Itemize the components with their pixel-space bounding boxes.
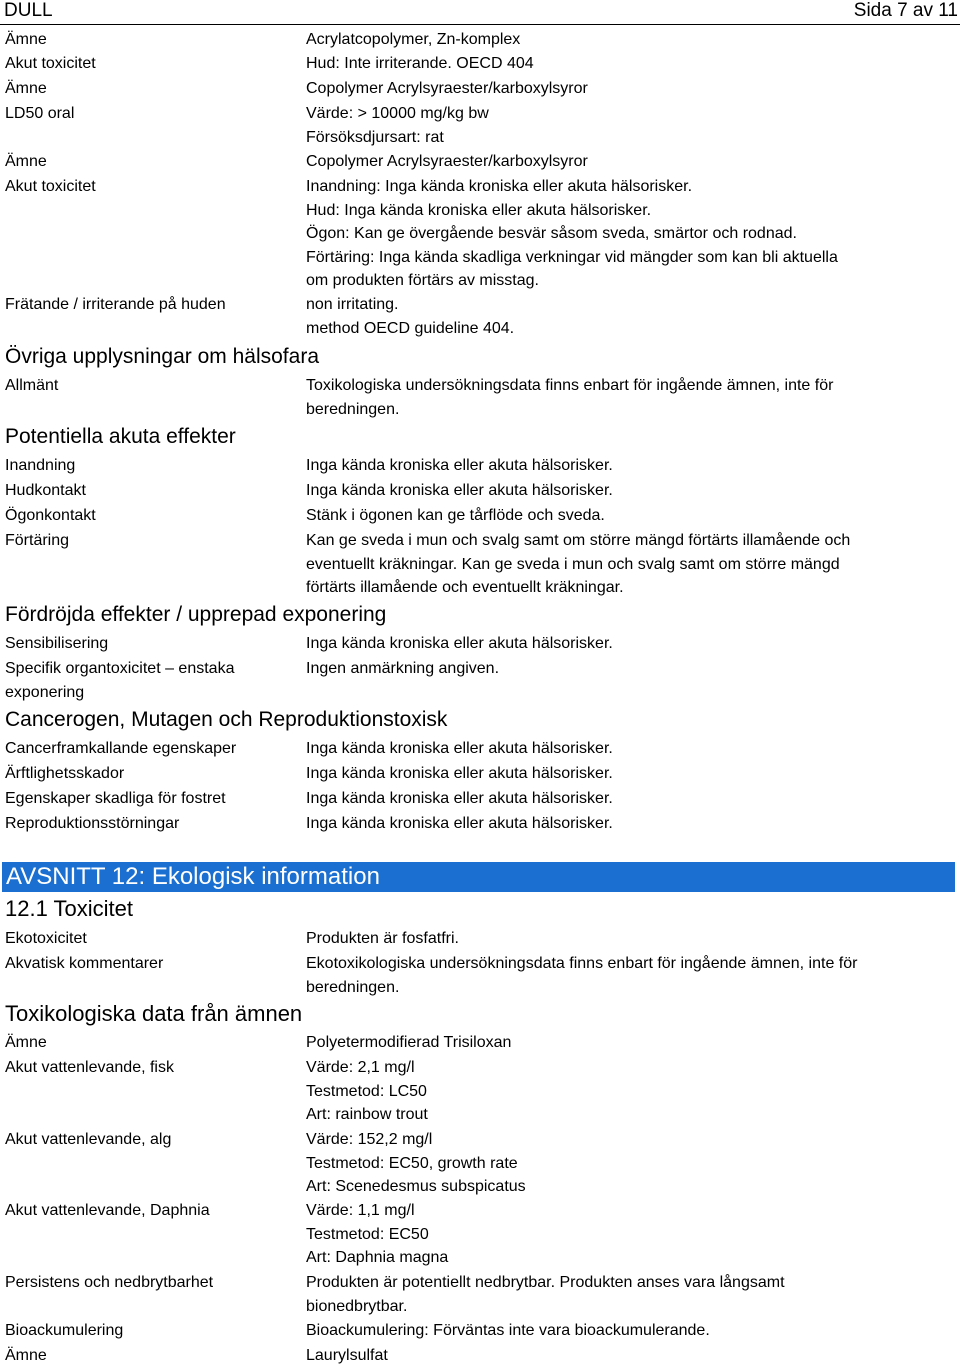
field-value (306, 1128, 951, 1199)
field-label: Akut vattenlevande, fisk (5, 1059, 174, 1076)
value-line: Ekotoxikologiska undersökningsdata finns enbart för ingående ämnen, inte för (306, 955, 858, 972)
value-line: Art: Daphnia magna (306, 1249, 449, 1267)
section-heading-potentiella: Potentiella akuta effekter (5, 425, 236, 448)
field-label: Bioackumulering (5, 1322, 124, 1339)
field-label: Ämne (5, 80, 47, 97)
field-label: Sensibilisering (5, 635, 109, 652)
value-line: Hud: Inte irriterande. OECD 404 (306, 55, 534, 72)
value-line: Inandning: Inga kända kroniska eller akuta hälsorisker. (306, 178, 693, 195)
value-line: Polyetermodifierad Trisiloxan (306, 1034, 512, 1051)
field-value (306, 293, 951, 340)
field-label: Inandning (5, 457, 76, 474)
field-label: Persistens och nedbrytbarhet (5, 1274, 214, 1291)
product-name: DULL (4, 0, 53, 21)
value-line: Inga kända kroniska eller akuta hälsorisker. (306, 815, 613, 832)
section-heading-cancerogen: Cancerogen, Mutagen och Reproduktionstoxisk (5, 708, 448, 731)
field-value (306, 504, 951, 528)
value-line: Värde: 152,2 mg/l (306, 1131, 433, 1148)
field-label: Egenskaper skadliga för fostret (5, 790, 226, 807)
field-value (306, 529, 951, 600)
section-heading-toxdata: Toxikologiska data från ämnen (5, 1001, 303, 1026)
value-line: Förtäring: Inga kända skadliga verkningar vid mängder som kan bli aktuella (306, 248, 838, 266)
field-value (306, 812, 951, 836)
section-heading-toxicitet: 12.1 Toxicitet (5, 896, 134, 921)
field-value (306, 762, 951, 786)
field-label: Ämne (5, 153, 47, 170)
value-line: eventuellt kräkningar. Kan ge sveda i mun och svalg samt om större mängd (306, 555, 840, 573)
field-label: Ämne (5, 31, 47, 48)
value-line: Värde: > 10000 mg/kg bw (306, 105, 489, 122)
value-line: Testmetod: EC50, growth rate (306, 1154, 518, 1172)
value-line: Ögon: Kan ge övergående besvär såsom sveda, smärtor och rodnad. (306, 225, 797, 243)
field-value (306, 1199, 951, 1270)
value-line: Copolymer Acrylsyraester/karboxylsyror (306, 80, 588, 97)
value-line: Produkten är fosfatfri. (306, 930, 459, 947)
section-heading-ovriga: Övriga upplysningar om hälsofara (5, 345, 319, 368)
field-value (306, 787, 951, 811)
field-value (306, 479, 951, 503)
page-header (0, 0, 960, 25)
field-value (306, 1271, 951, 1318)
field-label: Ärftlighetsskador (5, 765, 125, 782)
value-line: beredningen. (306, 978, 400, 996)
field-label: Specifik organtoxicitet – enstaka exponering (5, 660, 235, 701)
field-value (306, 657, 951, 681)
field-value (306, 150, 951, 174)
value-line: Testmetod: LC50 (306, 1082, 427, 1100)
field-value (306, 632, 951, 656)
field-label: Ämne (5, 1347, 47, 1364)
field-label: Akut toxicitet (5, 55, 96, 72)
field-label: Frätande / irriterande på huden (5, 296, 226, 313)
field-value (306, 1056, 951, 1127)
page-number: Sida 7 av 11 (853, 0, 958, 21)
value-line: Testmetod: EC50 (306, 1225, 429, 1243)
value-line: Kan ge sveda i mun och svalg samt om större mängd förtärts illamående och (306, 532, 851, 549)
field-value (306, 927, 951, 951)
field-value (306, 952, 951, 999)
value-line: Inga kända kroniska eller akuta hälsorisker. (306, 457, 613, 474)
field-label: Ämne (5, 1034, 47, 1051)
section-heading-fordrojda: Fördröjda effekter / upprepad exponering (5, 603, 387, 626)
value-line: Stänk i ögonen kan ge tårflöde och sveda. (306, 507, 605, 524)
field-label: Hudkontakt (5, 482, 86, 499)
value-line: Inga kända kroniska eller akuta hälsorisker. (306, 635, 613, 652)
field-label: LD50 oral (5, 105, 75, 122)
field-value (306, 1031, 951, 1055)
field-value (306, 175, 951, 293)
value-line: Bioackumulering: Förväntas inte vara bioackumulerande. (306, 1322, 710, 1339)
field-value (306, 1319, 951, 1343)
value-line: Inga kända kroniska eller akuta hälsorisker. (306, 765, 613, 782)
field-label: Allmänt (5, 377, 59, 394)
value-line: Försöksdjursart: rat (306, 128, 444, 146)
value-line: non irritating. (306, 296, 399, 313)
value-line: Acrylatcopolymer, Zn-komplex (306, 31, 521, 48)
value-line: förtärts illamående och eventuellt kräkningar. (306, 579, 624, 597)
value-line: Hud: Inga kända kroniska eller akuta hälsorisker. (306, 201, 652, 219)
value-line: Inga kända kroniska eller akuta hälsorisker. (306, 790, 613, 807)
value-line: Laurylsulfat (306, 1347, 388, 1364)
value-line: bionedbrytbar. (306, 1297, 408, 1315)
field-label: Reproduktionsstörningar (5, 815, 180, 832)
value-line: Produkten är potentiellt nedbrytbar. Produkten anses vara långsamt (306, 1274, 785, 1291)
field-value (306, 454, 951, 478)
field-value (306, 28, 951, 52)
field-label: Ögonkontakt (5, 507, 96, 524)
field-value (306, 374, 951, 421)
value-line: Toxikologiska undersökningsdata finns enbart för ingående ämnen, inte för (306, 377, 834, 394)
section-12-title: AVSNITT 12: Ekologisk information (6, 863, 380, 890)
value-line: Copolymer Acrylsyraester/karboxylsyror (306, 153, 588, 170)
field-label: Akut vattenlevande, alg (5, 1131, 172, 1148)
field-value (306, 52, 951, 76)
field-label: Ekotoxicitet (5, 930, 87, 947)
field-value (306, 737, 951, 761)
value-line: Värde: 1,1 mg/l (306, 1202, 415, 1219)
value-line: Värde: 2,1 mg/l (306, 1059, 415, 1076)
value-line: Art: rainbow trout (306, 1106, 428, 1124)
section-12-banner (2, 862, 955, 892)
field-value (306, 77, 951, 101)
value-line: Art: Scenedesmus subspicatus (306, 1178, 526, 1196)
value-line: method OECD guideline 404. (306, 319, 515, 337)
field-label: Akvatisk kommentarer (5, 955, 164, 972)
value-line: om produkten förtärs av misstag. (306, 272, 539, 290)
field-label: Cancerframkallande egenskaper (5, 740, 237, 757)
field-label: Akut toxicitet (5, 178, 96, 195)
value-line: Inga kända kroniska eller akuta hälsorisker. (306, 740, 613, 757)
field-value (306, 102, 951, 149)
field-value (306, 1344, 951, 1368)
value-line: Inga kända kroniska eller akuta hälsorisker. (306, 482, 613, 499)
value-line: beredningen. (306, 400, 400, 418)
field-label: Akut vattenlevande, Daphnia (5, 1202, 210, 1219)
value-line: Ingen anmärkning angiven. (306, 660, 500, 677)
field-label: Förtäring (5, 532, 70, 549)
